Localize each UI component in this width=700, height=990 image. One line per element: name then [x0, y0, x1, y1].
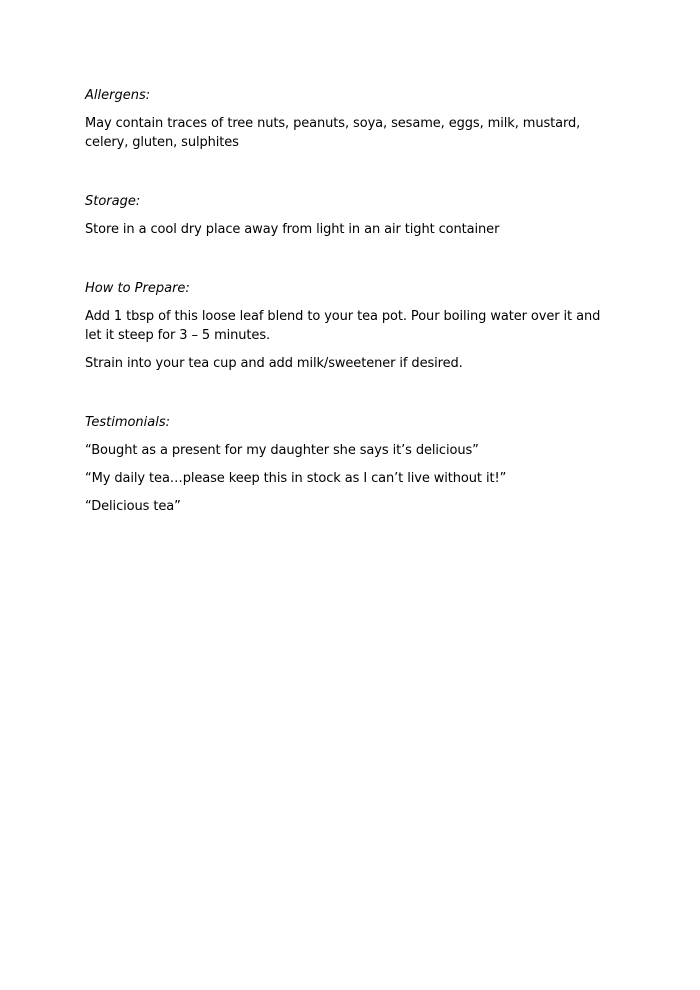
- testimonial-2: “My daily tea…please keep this in stock as I can’t live without it!”: [85, 471, 507, 486]
- preparation-step-2: Strain into your tea cup and add milk/sweetener if desired.: [85, 356, 463, 371]
- testimonial-3: “Delicious tea”: [85, 499, 181, 514]
- testimonials-section: [85, 413, 620, 516]
- preparation-step-1: Add 1 tbsp of this loose leaf blend to your tea pot. Pour boiling water over it and let it steep for 3 – 5 minutes.: [85, 309, 601, 343]
- allergens-heading: Allergens:: [85, 88, 151, 103]
- storage-section: [85, 192, 620, 239]
- document-content: [85, 86, 620, 556]
- allergens-text: May contain traces of tree nuts, peanuts, soya, sesame, eggs, milk, mustard, celery, gluten, sulphites: [85, 116, 581, 150]
- preparation-heading: How to Prepare:: [85, 281, 190, 296]
- storage-text: Store in a cool dry place away from light in an air tight container: [85, 222, 500, 237]
- testimonial-1: “Bought as a present for my daughter she says it’s delicious”: [85, 443, 479, 458]
- allergens-section: [85, 86, 620, 152]
- preparation-section: [85, 279, 620, 373]
- storage-heading: Storage:: [85, 194, 141, 209]
- testimonials-heading: Testimonials:: [85, 415, 171, 430]
